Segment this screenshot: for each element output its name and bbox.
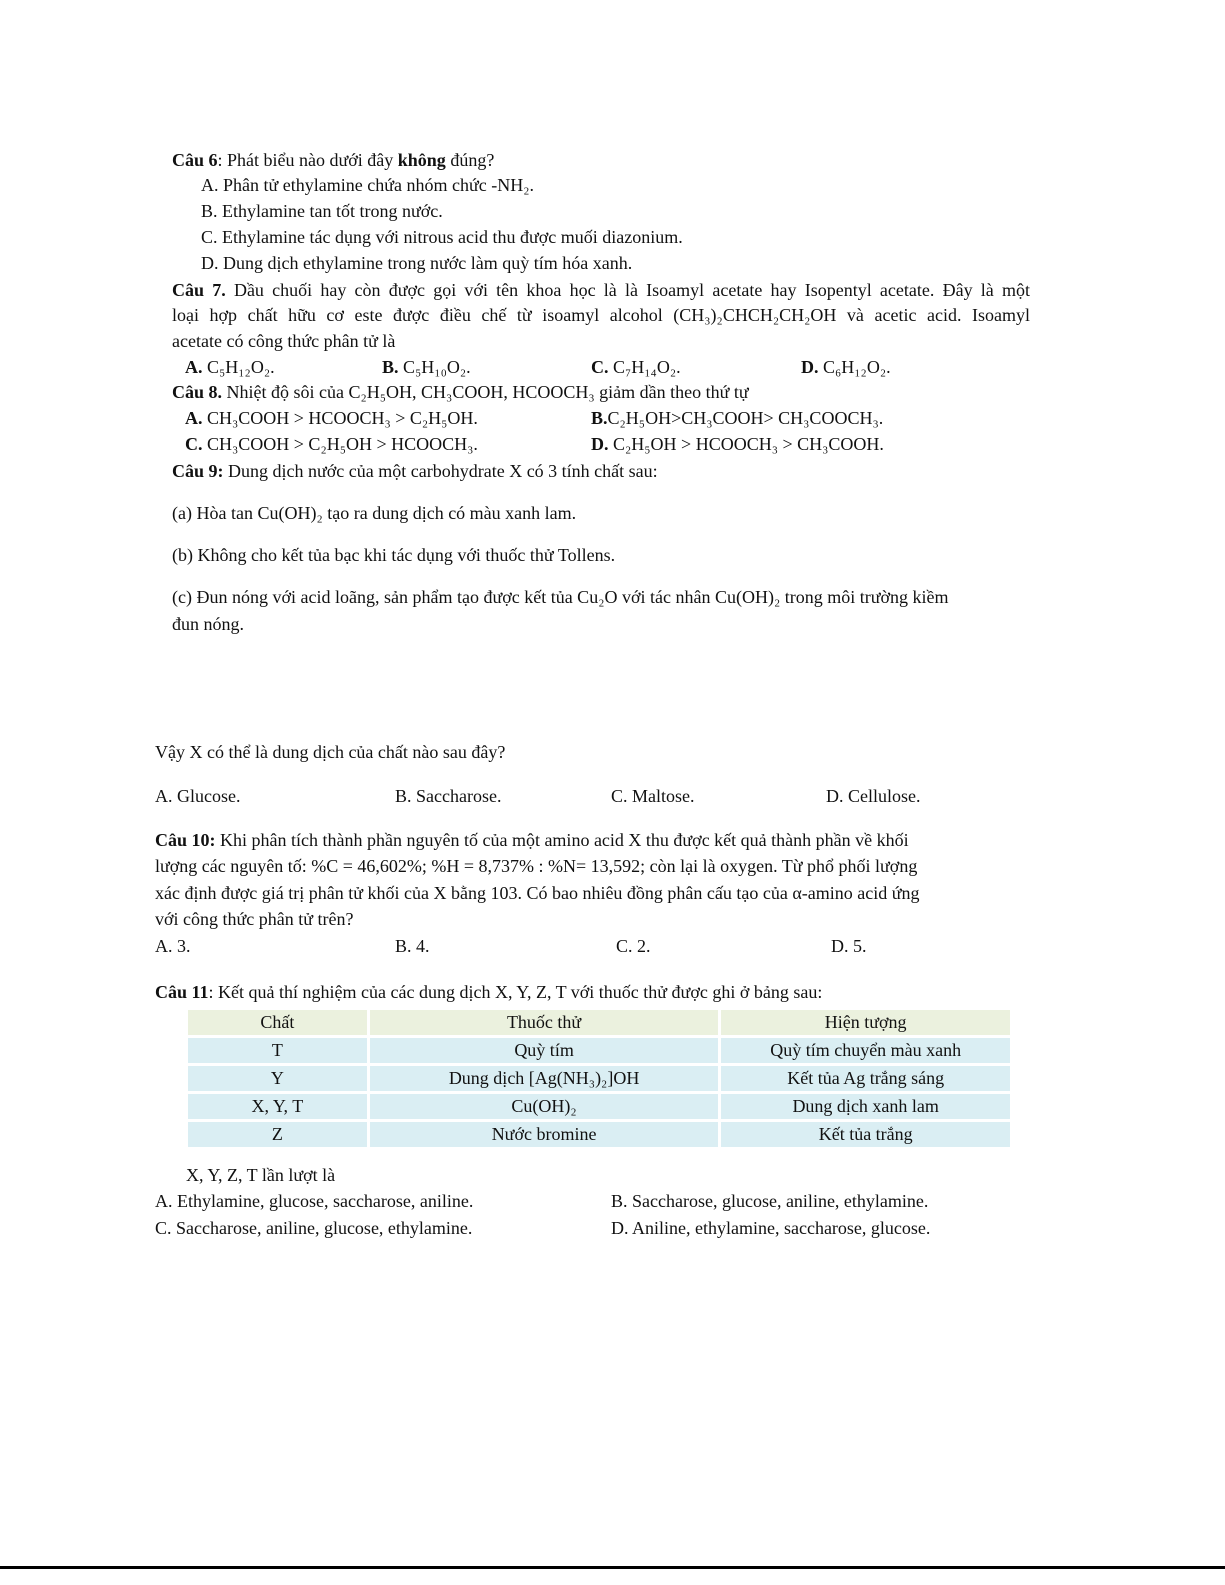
property-a: (a) Hòa tan Cu(OH)₂ tạo ra dung dịch có màu xanh lam. (172, 503, 577, 523)
table-cell: Dung dịch [Ag(NH₃)₂]OH (370, 1066, 719, 1091)
option-key: D. (801, 357, 819, 377)
header-cell: Hiện tượng (721, 1010, 1010, 1035)
header-cell: Thuốc thử (370, 1010, 719, 1035)
stem-line: lượng các nguyên tố: %C = 46,602%; %H = 8,737% : %N= 13,592; còn lại là oxygen. Từ phổ phối lượng (155, 856, 918, 876)
option-text: C₅H₁₂O₂. (202, 357, 275, 377)
option-a: A. Phân tử ethylamine chứa nhóm chức -NH₂. (201, 175, 534, 195)
stem-text: Dung dịch nước của một carbohydrate X có 3 tính chất sau: (223, 461, 658, 481)
question-6-stem (172, 149, 494, 171)
option-text: C₂H₅OH>CH₃COOH> CH₃COOCH₃. (607, 408, 884, 428)
stem-line: với công thức phân tử trên? (155, 909, 354, 929)
option-key: A. (185, 357, 203, 377)
option-text: C₅H₁₀O₂. (398, 357, 471, 377)
option-c: C. 2. (616, 936, 651, 956)
option-text: CH₃COOH > HCOOCH₃ > C₂H₅OH. (202, 408, 478, 428)
stem-line: acetate có công thức phân tử là (172, 331, 396, 351)
table-row (188, 1066, 1010, 1091)
question-9-prompt: Vậy X có thể là dung dịch của chất nào sau đây? (155, 742, 506, 762)
option-d (591, 433, 884, 455)
option-c: C. Ethylamine tác dụng với nitrous acid thu được muối diazonium. (201, 227, 683, 247)
property-b: (b) Không cho kết tủa bạc khi tác dụng với thuốc thử Tollens. (172, 545, 616, 565)
option-text: C₂H₅OH > HCOOCH₃ > CH₃COOH. (608, 434, 884, 454)
option-b: B. Saccharose. (395, 786, 502, 806)
option-a: A. Ethylamine, glucose, saccharose, aniline. (155, 1191, 474, 1211)
option-d: D. Dung dịch ethylamine trong nước làm quỳ tím hóa xanh. (201, 253, 633, 273)
table-cell: Y (188, 1066, 367, 1091)
table-cell: Z (188, 1122, 367, 1147)
stem-text: đúng? (445, 150, 495, 170)
option-b (591, 407, 883, 429)
option-a (185, 407, 478, 429)
stem-text: Dầu chuối hay còn được gọi với tên khoa học là là Isoamyl acetate hay Isopentyl acetate. Đây là một (225, 280, 1030, 300)
table-cell: Nước bromine (370, 1122, 719, 1147)
option-b: B. Ethylamine tan tốt trong nước. (201, 201, 443, 221)
table-cell: Quỳ tím chuyển màu xanh (721, 1038, 1010, 1063)
stem-emphasis: không (397, 150, 446, 170)
question-9-stem (172, 460, 658, 482)
question-10-stem (155, 829, 909, 851)
table-cell: Kết tủa Ag trắng sáng (721, 1066, 1010, 1091)
property-c-cont: đun nóng. (172, 614, 244, 634)
option-text: C₆H₁₂O₂. (818, 357, 891, 377)
table-row (188, 1094, 1010, 1119)
question-label: Câu 6 (172, 150, 218, 170)
question-label: Câu 7. (172, 280, 226, 300)
stem-text: : Phát biểu nào dưới đây (217, 150, 398, 170)
option-d: D. Cellulose. (826, 786, 921, 806)
stem-text: Khi phân tích thành phần nguyên tố của một amino acid X thu được kết quả thành phần về khối (215, 830, 909, 850)
option-key: C. (591, 357, 609, 377)
table-cell: Quỳ tím (370, 1038, 719, 1063)
table-row (188, 1038, 1010, 1063)
question-label: Câu 9: (172, 461, 224, 481)
option-key: B. (591, 408, 608, 428)
option-b (382, 356, 471, 378)
option-d: D. 5. (831, 936, 867, 956)
stem-text: : Kết quả thí nghiệm của các dung dịch X, Y, Z, T với thuốc thử được ghi ở bảng sau: (208, 982, 823, 1002)
option-key: C. (185, 434, 203, 454)
header-cell: Chất (188, 1010, 367, 1035)
table-cell: X, Y, T (188, 1094, 367, 1119)
table-cell: Cu(OH)₂ (370, 1094, 719, 1119)
question-11-prompt: X, Y, Z, T lần lượt là (186, 1165, 336, 1185)
table-cell: T (188, 1038, 367, 1063)
property-c: (c) Đun nóng với acid loãng, sản phẩm tạo được kết tủa Cu₂O với tác nhân Cu(OH)₂ trong môi trường kiềm (172, 587, 949, 607)
option-key: D. (591, 434, 609, 454)
page-bottom-border (0, 1566, 1225, 1569)
option-key: B. (382, 357, 399, 377)
stem-line: xác định được giá trị phân tử khối của X bằng 103. Có bao nhiêu đồng phân cấu tạo của α-amino acid ứng (155, 883, 920, 903)
option-b: B. Saccharose, glucose, aniline, ethylamine. (611, 1191, 929, 1211)
option-c: C. Maltose. (611, 786, 695, 806)
table-cell: Dung dịch xanh lam (721, 1094, 1010, 1119)
question-label: Câu 11 (155, 982, 209, 1002)
question-7-stem (172, 279, 1030, 301)
option-c: C. Saccharose, aniline, glucose, ethylamine. (155, 1218, 473, 1238)
option-d: D. Aniline, ethylamine, saccharose, glucose. (611, 1218, 931, 1238)
stem-text: Nhiệt độ sôi của C₂H₅OH, CH₃COOH, HCOOCH₃ giảm dần theo thứ tự (222, 382, 749, 402)
option-d (801, 356, 891, 378)
option-a: A. Glucose. (155, 786, 241, 806)
option-a (185, 356, 275, 378)
option-c (185, 433, 478, 455)
option-a: A. 3. (155, 936, 191, 956)
question-label: Câu 8. (172, 382, 223, 402)
option-text: C₇H₁₄O₂. (608, 357, 681, 377)
option-b: B. 4. (395, 936, 430, 956)
question-label: Câu 10: (155, 830, 216, 850)
stem-line: loại hợp chất hữu cơ este được điều chế từ isoamyl alcohol (CH₃)₂CHCH₂CH₂OH và acetic acid. Isoamyl (172, 305, 1030, 325)
table-cell: Kết tủa trắng (721, 1122, 1010, 1147)
option-key: A. (185, 408, 203, 428)
question-8-stem (172, 381, 749, 403)
option-text: CH₃COOH > C₂H₅OH > HCOOCH₃. (202, 434, 478, 454)
option-c (591, 356, 681, 378)
table-row (188, 1122, 1010, 1147)
question-11-stem (155, 981, 822, 1003)
table-header (188, 1010, 1010, 1035)
results-table (185, 1007, 1013, 1150)
